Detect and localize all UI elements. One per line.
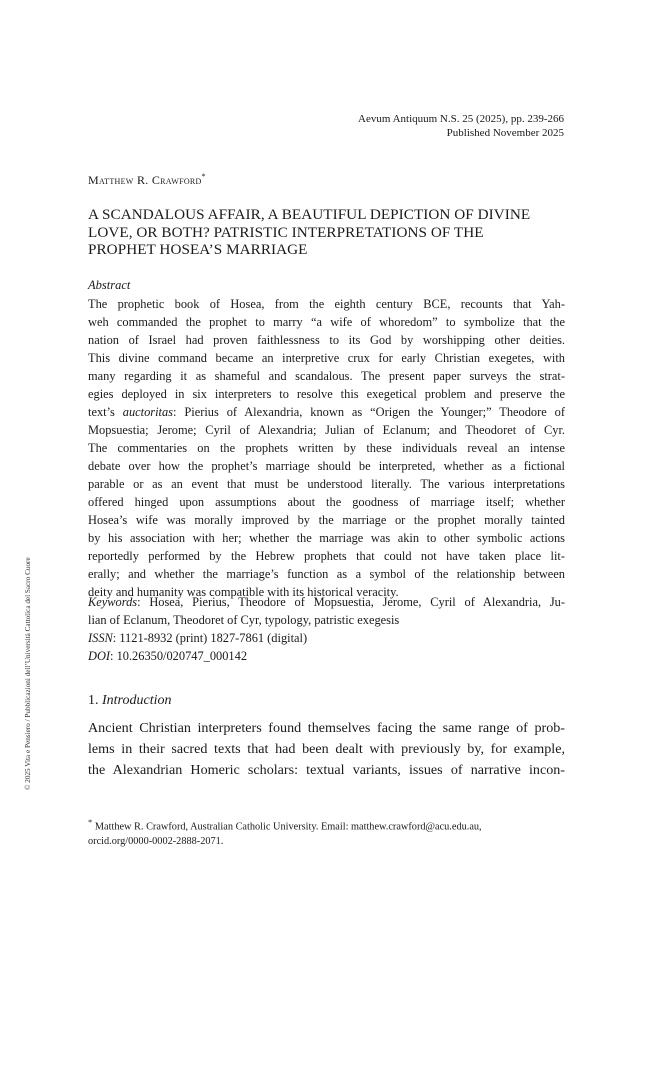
abstract-line: egies deployed in six interpreters to resolve this exegetical problem and preserve the	[88, 387, 565, 401]
footnote-line	[88, 815, 565, 834]
abstract-line: Hosea’s wife was morally improved by the marriage or the prophet morally tainted	[88, 513, 565, 527]
abstract-line: offered hinged upon assumptions about the goodness of marriage itself; whether	[88, 495, 565, 509]
keywords-block	[88, 593, 565, 665]
publication-date: Published November 2025	[446, 127, 564, 139]
abstract-line: weh commanded the prophet to marry “a wife of whoredom” to symbolize that the	[88, 315, 565, 329]
author-name-text: Matthew R. Crawford	[88, 173, 202, 187]
abstract-line: debate over how the prophet’s marriage should be interpreted, whether as a fictional	[88, 459, 565, 473]
copyright-text: © 2025 Vita e Pensiero / Pubblicazioni dell’Università Cattolica del Sacro Cuore	[24, 557, 32, 790]
body-line: Ancient Christian interpreters found themselves facing the same range of prob-	[88, 720, 565, 736]
title-line: A SCANDALOUS AFFAIR, A BEAUTIFUL DEPICTION OF DIVINE	[88, 206, 531, 223]
abstract-line: Mopsuestia; Jerome; Cyril of Alexandria; Julian of Eclanum; and Theodoret of Cyr.	[88, 423, 565, 437]
body-line: the Alexandrian Homeric scholars: textual variants, issues of narrative incon-	[88, 762, 565, 778]
article-title	[88, 206, 568, 259]
abstract-line: text’s auctoritas: Pierius of Alexandria, known as “Origen the Younger;” Theodore of	[88, 405, 565, 419]
section-title: Introduction	[102, 693, 172, 708]
copyright-side-note	[24, 557, 34, 1090]
body-line: lems in their sacred texts that had been dealt with previously by, for example,	[88, 741, 565, 757]
abstract-line: nation of Israel had proven faithlessness to its God by worshipping other deities.	[88, 333, 565, 347]
abstract-body	[88, 295, 565, 601]
body-text	[88, 718, 565, 781]
issn-value: : 1121-8932 (print) 1827-7861 (digital)	[112, 631, 308, 645]
keywords-label: Keywords	[88, 595, 138, 609]
abstract-line: The prophetic book of Hosea, from the eighth century BCE, recounts that Yah-	[88, 297, 565, 311]
section-number: 1.	[88, 693, 99, 708]
abstract-line: This divine command became an interpretive crux for early Christian exegetes, with	[88, 351, 565, 365]
issn-label: ISSN	[88, 631, 113, 645]
abstract-italic-term: auctoritas	[122, 405, 174, 419]
title-line: PROPHET HOSEA’S MARRIAGE	[88, 241, 308, 258]
footnote	[88, 815, 565, 849]
abstract-line: reportedly performed by the Hebrew prophets that could not have taken place lit-	[88, 549, 565, 563]
author-footnote-mark: *	[201, 172, 206, 181]
footnote-mark: *	[88, 817, 93, 827]
journal-citation: Aevum Antiquum N.S. 25 (2025), pp. 239-266	[358, 113, 564, 125]
abstract-line: erally; and whether the marriage’s function as a symbol of the relationship between	[88, 567, 565, 581]
abstract-line: parable or as an event that must be understood literally. The various interpretations	[88, 477, 565, 491]
issn-line	[88, 629, 565, 647]
doi-value: : 10.26350/020747_000142	[110, 649, 248, 663]
abstract-line: by his association with her; whether the marriage was akin to other symbolic actions	[88, 531, 565, 545]
footnote-text: Matthew R. Crawford, Australian Catholic University. Email: matthew.crawford@acu.edu.au,	[92, 821, 482, 833]
keywords-line: lian of Eclanum, Theodoret of Cyr, typology, patristic exegesis	[88, 613, 400, 627]
abstract-line: deity and humanity was compatible with its historical veracity.	[88, 585, 399, 599]
section-heading	[88, 693, 171, 709]
abstract-line: many regarding it as shameful and scandalous. The present paper surveys the strat-	[88, 369, 565, 383]
journal-header	[358, 112, 564, 140]
title-line: LOVE, OR BOTH? PATRISTIC INTERPRETATIONS OF THE	[88, 223, 484, 241]
abstract-line: The commentaries on the prophets written by these individuals reveal an intense	[88, 441, 565, 455]
keywords-text: : Hosea, Pierius, Theodore of Mopsuestia, Jerome, Cyril of Alexandria, Ju-	[137, 595, 565, 609]
doi-line	[88, 647, 565, 665]
abstract-heading: Abstract	[88, 278, 131, 292]
keywords-line	[88, 593, 565, 611]
footnote-line: orcid.org/0000-0002-2888-2071.	[88, 836, 224, 848]
author-name	[88, 172, 206, 188]
doi-label: DOI	[88, 649, 111, 663]
